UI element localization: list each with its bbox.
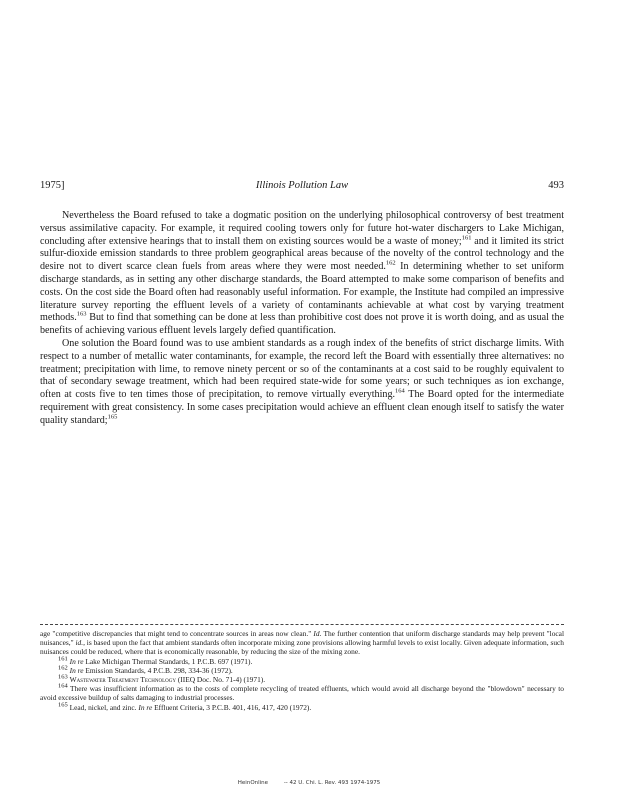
text-run-italic: Id.: [313, 629, 322, 638]
text-run-smallcaps: Wastewater Treatment Technology: [69, 675, 176, 685]
footnote-number: 163: [58, 673, 68, 681]
text-run: , is based upon the fact that ambient standards often incorporate mixing zone provisions allowing harmful levels to exist locally. Given adequate information, such nuisances could be reduced, where that is economically reasonable, by reducing the size of the mixing zone.: [40, 638, 564, 657]
footnotes: [40, 629, 564, 712]
citation-text: -- 42 U. Chi. L. Rev. 493 1974-1975: [283, 780, 381, 786]
footnote-164: [40, 684, 564, 702]
text-run: Effluent Criteria, 3 P.C.B. 401, 416, 417, 420 (1972).: [154, 702, 312, 712]
footnote-ref[interactable]: 163: [76, 311, 87, 319]
footnote-ref[interactable]: 161: [461, 234, 472, 242]
footnote-ref[interactable]: 165: [107, 413, 118, 421]
text-run: Lake Michigan Thermal Standards, 1 P.C.B. 697 (1971).: [85, 656, 253, 666]
footnote-continuation: [40, 629, 564, 657]
footnote-165: [40, 703, 564, 712]
paragraph: [40, 210, 564, 338]
text-run: Lead, nickel, and zinc.: [69, 702, 139, 712]
text-run-italic: In re: [69, 665, 84, 675]
footnote-162: [40, 666, 564, 675]
footnote-divider: [40, 624, 564, 625]
header-title: Illinois Pollution Law: [255, 180, 349, 191]
paragraph: [40, 338, 564, 428]
text-run: and it limited its strict sulfur-dioxide emission standards to three problem geographical areas because of the novelty of the control technology and the desire not to divert scarce clean fuels from areas where they were most needed.: [40, 235, 564, 273]
text-run: (IIEQ Doc. No. 71-4) (1971).: [177, 675, 266, 685]
citation-brand[interactable]: HeinOnline: [237, 780, 269, 786]
text-run: Nevertheless the Board refused to take a dogmatic position on the underlying philosophical controversy of best treatment versus assimilative capacity. For example, it required cooling towers only for future hot-water dischargers to Lake Michigan, concluding after extensive hearings that to install them on existing sources would be a waste of money;: [40, 210, 564, 247]
footnote-163: [40, 675, 564, 684]
footnote-number: 164: [58, 682, 68, 690]
footnote-number: 161: [58, 655, 68, 663]
text-run: One solution the Board found was to use ambient standards as a rough index of the benefits of strict discharge limits. With respect to a number of metallic water contaminants, for example, the record left the Board with essentially three alternatives: no treatment; precipitation with lime, to remove ninety percent or so of the contaminants at a cost said to be roughly equivalent to that of secondary sewage treatment, which had been required state-wide for some years; or such techniques as ion exchange, often at costs five to ten times those of precipitation, to remove virtually everything.: [40, 337, 564, 401]
text-run-italic: id.: [75, 638, 84, 648]
text-run-italic: In re: [138, 702, 153, 712]
text-run: Emission Standards, 4 P.C.B. 298, 334-36 (1972).: [85, 665, 233, 675]
running-header: [40, 180, 564, 196]
body-text: [40, 210, 564, 428]
text-run: There was insufficient information as to the costs of complete recycling of treated effluents, which would avoid all discharge beyond the "blowdown" necessary to avoid excessive buildup of salts damaging to industrial processes.: [40, 684, 564, 703]
header-page-number: 493: [548, 180, 564, 191]
source-citation: [0, 780, 618, 786]
text-run: age "competitive discrepancies that might tend to concentrate sources in areas now clean.": [40, 629, 314, 638]
footnote-ref[interactable]: 164: [395, 387, 405, 395]
footnote-161: [40, 657, 564, 666]
text-run-italic: In re: [69, 656, 84, 666]
footnote-ref[interactable]: 162: [385, 259, 396, 267]
text-run: In determining whether to set uniform discharge standards, as in setting any other discharge standards, the Board attempted to make some comparison of benefits and costs. On the cost side the Board often had reasonably useful information. For example, the Institute had compiled an impressive literature survey reporting the effluent levels of a variety of contaminants achievable at what cost by varying treatment methods.: [40, 261, 564, 324]
text-run: But to find that something can be done at less than prohibitive cost does not prove it is worth doing, and as usual the benefits of achieving various effluent levels largely defied quantification.: [40, 312, 564, 337]
footnote-number: 162: [58, 664, 68, 672]
header-year: 1975]: [40, 180, 65, 191]
text-run: The Board opted for the intermediate requirement with great consistency. In some cases precipitation would achieve an effluent clean enough itself to satisfy the water quality standard;: [40, 389, 564, 426]
text-run: The further contention that uniform discharge standards may help prevent "local nuisances,": [40, 629, 565, 648]
footnote-number: 165: [58, 701, 68, 709]
